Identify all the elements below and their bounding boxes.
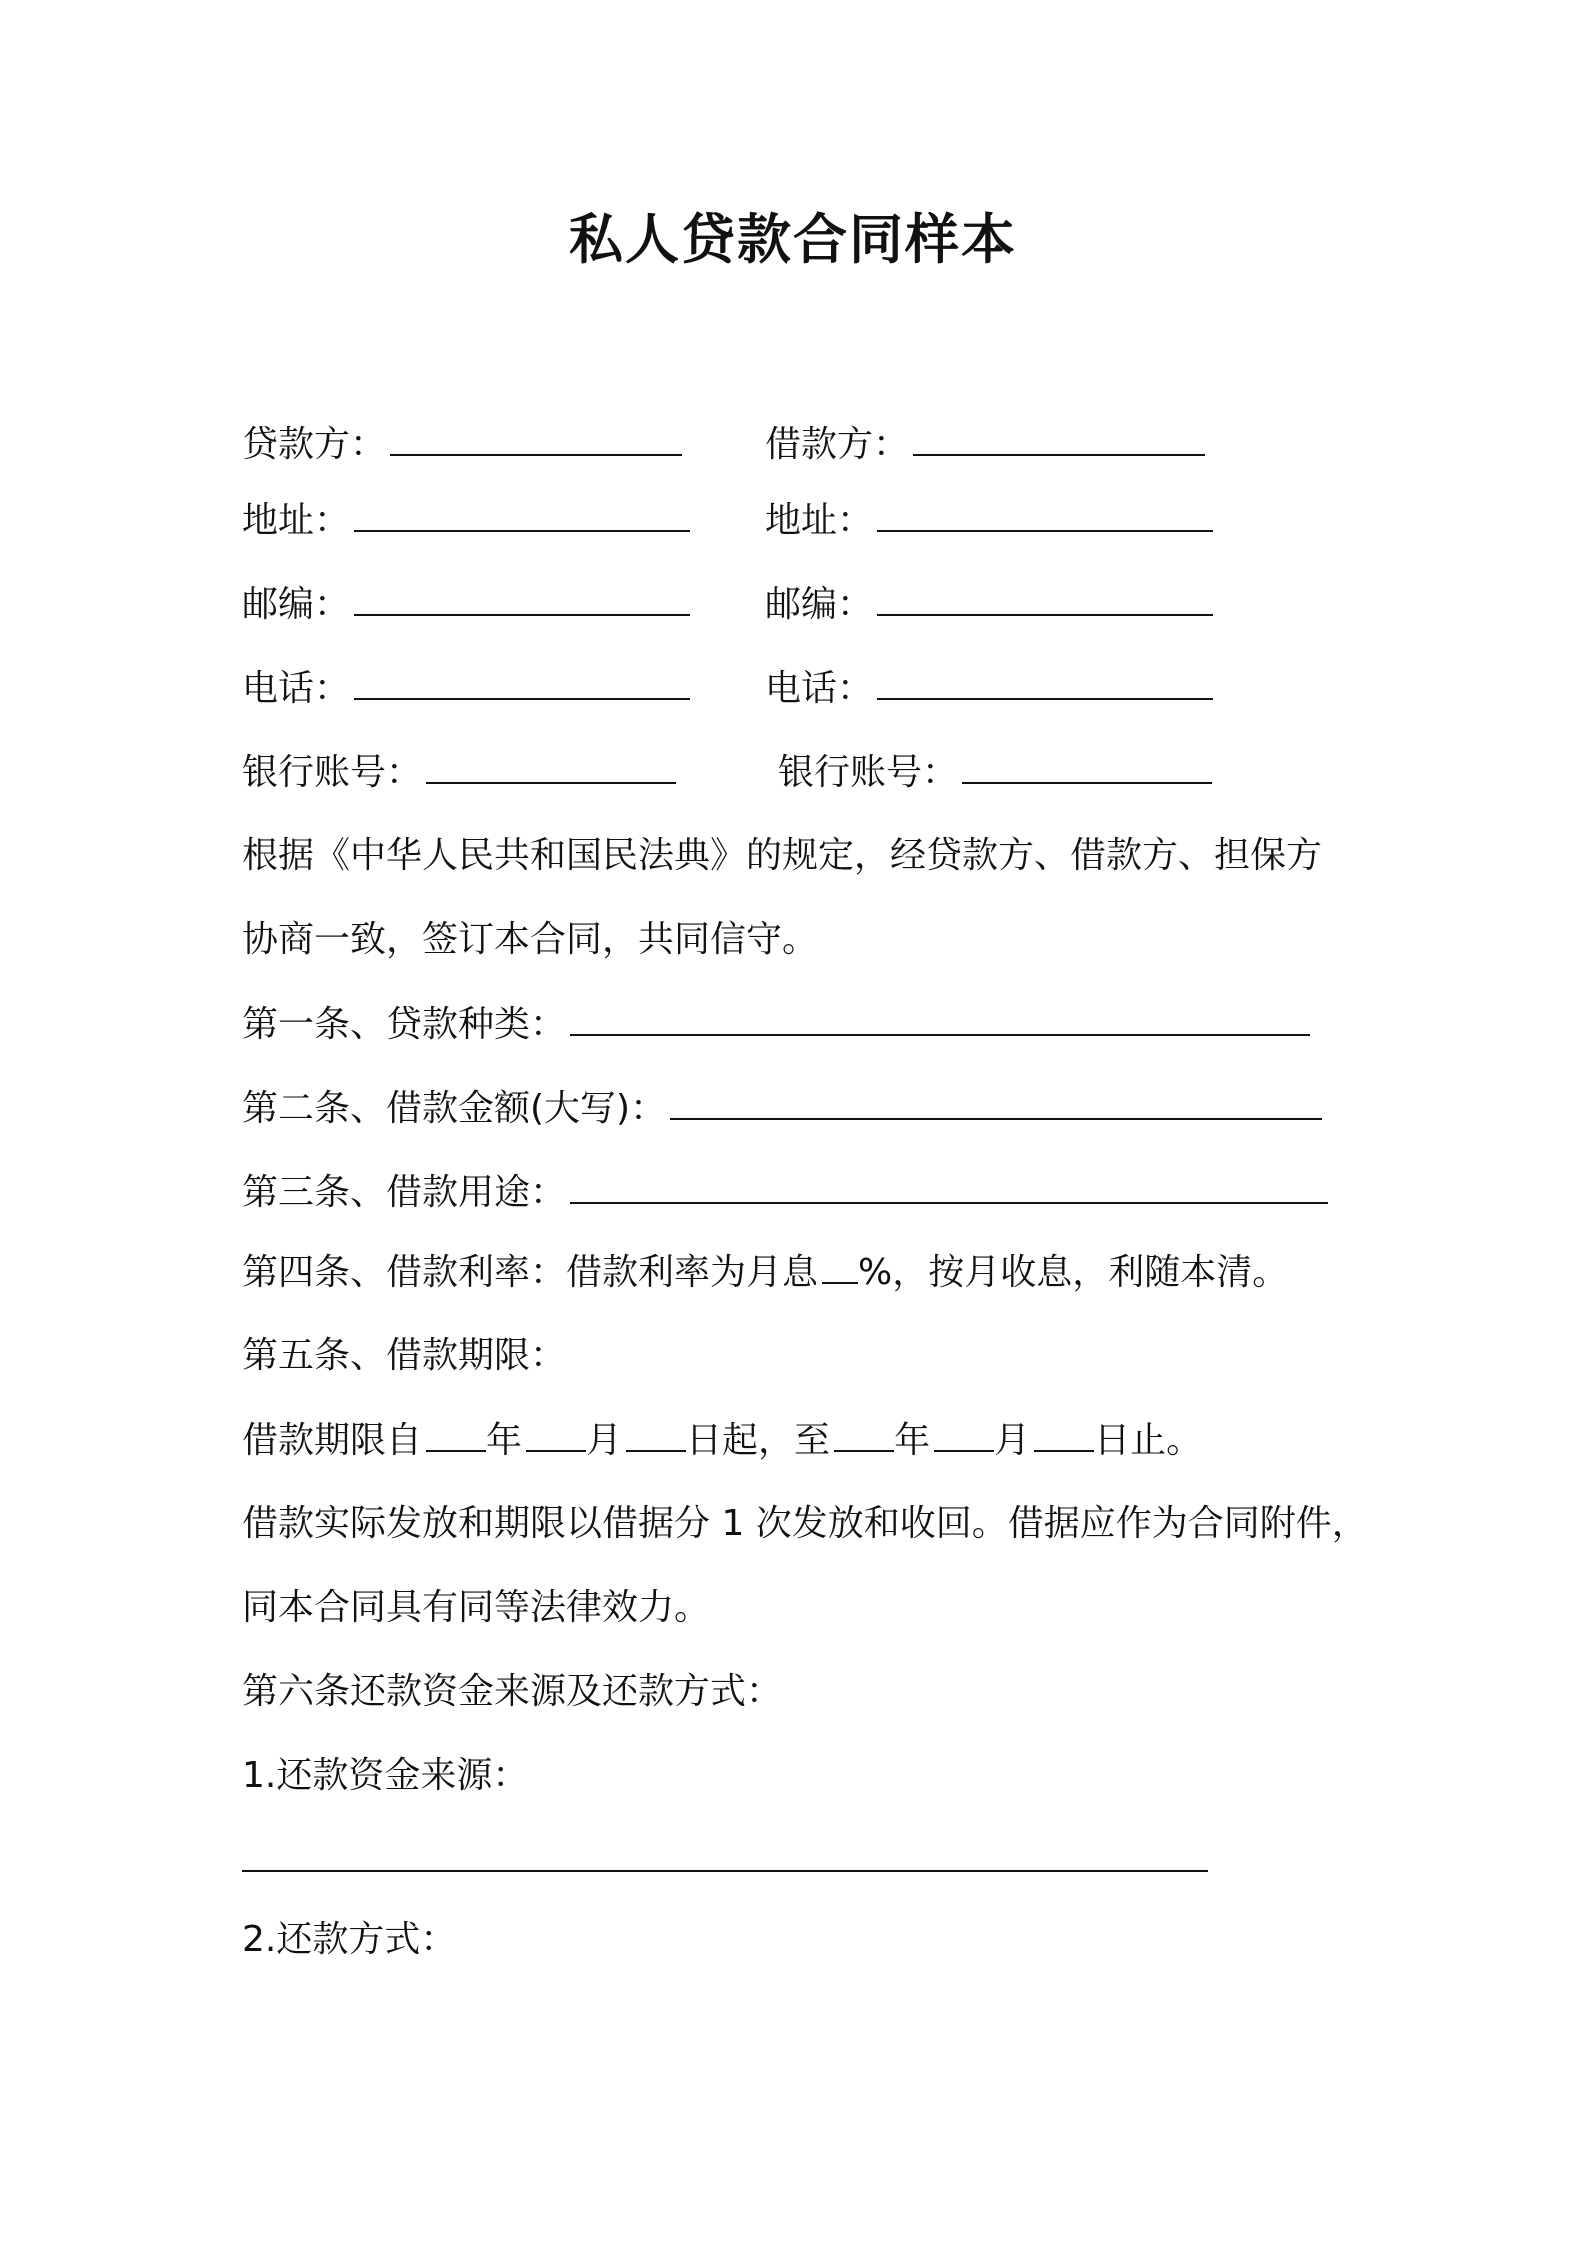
article-2-blank[interactable] — [670, 1084, 1322, 1120]
lender-bank-blank[interactable] — [426, 748, 676, 784]
article-6-item-2: 2.还款方式： — [242, 1919, 457, 1960]
borrower-phone-row — [765, 664, 1213, 713]
lender-phone-blank[interactable] — [354, 664, 690, 700]
term-year-1: 年 — [486, 1420, 523, 1461]
end-month-blank[interactable] — [934, 1416, 994, 1452]
borrower-address-label: 地址： — [765, 500, 874, 541]
borrower-phone-blank[interactable] — [877, 664, 1213, 700]
term-month-1: 月 — [586, 1420, 623, 1461]
term-line-3: 同本合同具有同等法律效力。 — [242, 1587, 711, 1628]
article-3-blank[interactable] — [570, 1168, 1328, 1204]
article-1-blank[interactable] — [570, 1000, 1310, 1036]
preamble-line-2: 协商一致，签订本合同，共同信守。 — [242, 919, 819, 960]
preamble-line-1: 根据《中华人民共和国民法典》的规定，经贷款方、借款方、担保方 — [242, 835, 1323, 876]
term-day-1: 日起，至 — [686, 1420, 831, 1461]
borrower-bank-row — [778, 748, 1212, 797]
borrower-address-blank[interactable] — [877, 496, 1213, 532]
borrower-postcode-label: 邮编： — [765, 584, 874, 625]
repayment-source-row — [242, 1836, 1208, 1885]
borrower-postcode-row — [765, 580, 1213, 629]
article-3-row — [242, 1168, 1328, 1217]
article-6-item-1: 1.还款资金来源： — [242, 1755, 529, 1796]
article-2-row — [242, 1084, 1322, 1133]
article-2-label: 第二条、借款金额(大写)： — [242, 1088, 667, 1129]
end-year-blank[interactable] — [834, 1416, 894, 1452]
lender-address-row — [242, 496, 690, 545]
lender-postcode-blank[interactable] — [354, 580, 690, 616]
loan-term-row — [242, 1416, 1202, 1465]
lender-address-label: 地址： — [242, 500, 351, 541]
term-day-2: 日止。 — [1094, 1420, 1203, 1461]
term-line-2: 借款实际发放和期限以借据分 1 次发放和收回。借据应作为合同附件， — [242, 1503, 1368, 1544]
interest-rate-blank[interactable] — [822, 1248, 858, 1284]
start-year-blank[interactable] — [426, 1416, 486, 1452]
borrower-bank-label: 银行账号： — [778, 752, 959, 793]
term-prefix: 借款期限自 — [242, 1420, 423, 1461]
borrower-name-label: 借款方： — [765, 424, 910, 465]
article-5-label: 第五条、借款期限： — [242, 1335, 567, 1376]
borrower-address-row — [765, 496, 1213, 545]
lender-name-label: 贷款方： — [242, 424, 387, 465]
article-1-row — [242, 1000, 1310, 1049]
term-year-2: 年 — [894, 1420, 931, 1461]
start-day-blank[interactable] — [626, 1416, 686, 1452]
repayment-source-blank[interactable] — [242, 1836, 1208, 1872]
lender-postcode-row — [242, 580, 690, 629]
end-day-blank[interactable] — [1034, 1416, 1094, 1452]
borrower-phone-label: 电话： — [765, 668, 874, 709]
article-4-row — [242, 1248, 1288, 1297]
article-4-prefix: 第四条、借款利率：借款利率为月息 — [242, 1252, 819, 1293]
borrower-name-blank[interactable] — [913, 420, 1205, 456]
lender-postcode-label: 邮编： — [242, 584, 351, 625]
borrower-name-row — [765, 420, 1205, 469]
article-6-label: 第六条还款资金来源及还款方式： — [242, 1671, 783, 1712]
document-title: 私人贷款合同样本 — [569, 208, 1017, 271]
lender-bank-row — [242, 748, 676, 797]
lender-name-row — [242, 420, 682, 469]
term-month-2: 月 — [994, 1420, 1031, 1461]
article-1-label: 第一条、贷款种类： — [242, 1004, 567, 1045]
lender-name-blank[interactable] — [390, 420, 682, 456]
article-4-suffix: %，按月收息，利随本清。 — [858, 1252, 1289, 1293]
lender-address-blank[interactable] — [354, 496, 690, 532]
lender-bank-label: 银行账号： — [242, 752, 423, 793]
article-3-label: 第三条、借款用途： — [242, 1172, 567, 1213]
start-month-blank[interactable] — [526, 1416, 586, 1452]
lender-phone-row — [242, 664, 690, 713]
borrower-postcode-blank[interactable] — [877, 580, 1213, 616]
lender-phone-label: 电话： — [242, 668, 351, 709]
borrower-bank-blank[interactable] — [962, 748, 1212, 784]
